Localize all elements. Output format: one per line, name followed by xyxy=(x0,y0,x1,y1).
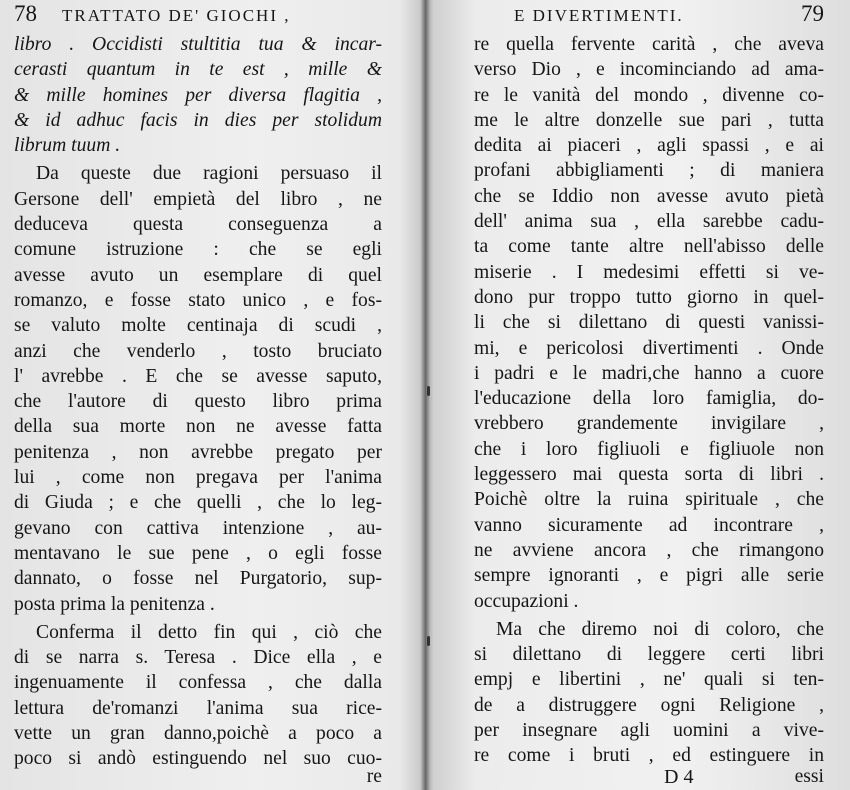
text-line: della sua morte non ne avesse fatta xyxy=(14,416,382,438)
text-line: librum tuum . xyxy=(14,135,121,157)
text-line: di se narra s. Teresa . Dice ella , e xyxy=(14,647,382,669)
right-catchword: essi xyxy=(794,766,824,787)
text-line: vette un gran danno,poichè a poco a xyxy=(14,723,382,745)
text-line: poco si andò estinguendo nel suo cuo- xyxy=(14,748,382,770)
text-line: si dilettano di leggere certi libri xyxy=(474,644,824,666)
text-line: verso Dio , e incominciando ad ama- xyxy=(474,59,824,81)
text-line: sempre ignoranti , e pigri alle serie xyxy=(474,565,824,587)
text-line: ne avviene ancora , che rimangono xyxy=(474,539,824,561)
text-line: Gersone dell' empietà del libro , ne xyxy=(14,188,382,210)
text-line: che se Iddio non avesse avuto pietà xyxy=(474,185,824,207)
text-line: Da queste due ragioni persuaso il xyxy=(36,163,382,185)
left-page-number: 78 xyxy=(14,1,37,26)
text-line: lettura de'romanzi l'anima sua rice- xyxy=(14,697,382,719)
left-page xyxy=(14,0,382,790)
text-line: anzi che venderlo , tosto bruciato xyxy=(14,340,382,362)
text-line: ingenuamente il confessa , che dalla xyxy=(14,672,382,694)
text-line: Conferma il detto fin qui , ciò che xyxy=(36,621,382,643)
text-line: cerasti quantum in te est , mille & xyxy=(14,59,382,81)
text-line: re le vanità del mondo , divenne co- xyxy=(474,84,824,106)
text-line: per insegnare agli uomini a vive- xyxy=(474,720,824,742)
text-line: mentavano le sue pene , o egli fosse xyxy=(14,542,382,564)
text-line: che i loro figliuoli e figliuole non xyxy=(474,438,824,460)
text-line: penitenza , non avrebbe pregato per xyxy=(14,441,382,463)
text-line: l'educazione della loro famiglia, do- xyxy=(474,388,824,410)
right-page-footer xyxy=(474,766,824,790)
text-line: comune istruzione : che se egli xyxy=(14,239,382,261)
text-line: dell' anima sua , ella sarebbe cadu- xyxy=(474,211,824,233)
left-page-text xyxy=(14,32,382,772)
text-line: vanno sicuramente ad incontrare , xyxy=(474,514,824,536)
right-page xyxy=(474,0,824,790)
text-line: romanzo, e fosse stato unico , e fos- xyxy=(14,289,382,311)
text-line: posta prima la penitenza . xyxy=(14,593,215,615)
text-line: re come i bruti , ed estinguere in xyxy=(474,745,824,767)
text-line: deduceva questa conseguenza a xyxy=(14,214,382,236)
text-line: libro . Occidisti stultitia tua & incar- xyxy=(14,34,382,55)
text-line: l' avrebbe . E che se avesse saputo, xyxy=(14,365,382,387)
text-line: me le altre donzelle sue pari , tutta xyxy=(474,109,824,131)
text-line: ta come tante altre nell'abisso delle xyxy=(474,236,824,258)
left-page-footer xyxy=(14,766,382,790)
text-line: leggessero mai questa sorta di libri . xyxy=(474,464,824,486)
text-line: gevano con cattiva intenzione , au- xyxy=(14,517,382,539)
text-line: empj e libertini , ne' quali si ten- xyxy=(474,669,824,691)
text-line: & mille homines per diversa flagitia , xyxy=(14,84,382,106)
text-line: occupazioni . xyxy=(474,590,579,612)
text-line: & id adhuc facis in dies per stolidum xyxy=(14,109,382,131)
ink-speck xyxy=(427,386,430,396)
text-line: Ma che diremo noi di coloro, che xyxy=(496,618,824,640)
text-line: Poichè oltre la ruina spirituale , che xyxy=(474,489,824,511)
signature-mark: D 4 xyxy=(664,766,694,788)
right-page-text xyxy=(474,32,824,769)
text-line: dannato, o fosse nel Purgatorio, sup- xyxy=(14,568,382,590)
text-line: lui , come non pregava per l'anima xyxy=(14,467,382,489)
left-catchword: re xyxy=(366,766,382,787)
text-line: che l'autore di questo libro prima xyxy=(14,391,382,413)
text-line: mi, e pericolosi divertimenti . Onde xyxy=(474,337,824,359)
text-line: di Giuda ; e che quelli , che lo leg- xyxy=(14,492,382,514)
left-page-header xyxy=(14,1,382,30)
right-page-header xyxy=(474,1,824,30)
text-line: miserie . I medesimi effetti si ve- xyxy=(474,261,824,283)
text-line: i padri e le madri,che hanno a cuore xyxy=(474,362,824,384)
text-line: avesse avuto un esemplare di quel xyxy=(14,264,382,286)
left-running-head: TRATTATO DE' GIOCHI , xyxy=(62,6,291,25)
text-line: dedita ai piaceri , agli spassi , e ai xyxy=(474,135,824,157)
text-line: dono pur troppo tutto giorno in quel- xyxy=(474,286,824,308)
right-running-head: E DIVERTIMENTI. xyxy=(514,6,684,25)
text-line: profani abbigliamenti ; di maniera xyxy=(474,160,824,182)
ink-speck xyxy=(427,636,430,646)
text-line: li che si dilettano di questi vanissi- xyxy=(474,312,824,334)
text-line: se valuto molte centinaja di scudi , xyxy=(14,315,382,337)
text-line: re quella fervente carità , che aveva xyxy=(474,34,824,55)
text-line: vrebbero grandemente invigilare , xyxy=(474,413,824,435)
right-page-number: 79 xyxy=(801,1,824,26)
text-line: de a distruggere ogni Religione , xyxy=(474,694,824,716)
